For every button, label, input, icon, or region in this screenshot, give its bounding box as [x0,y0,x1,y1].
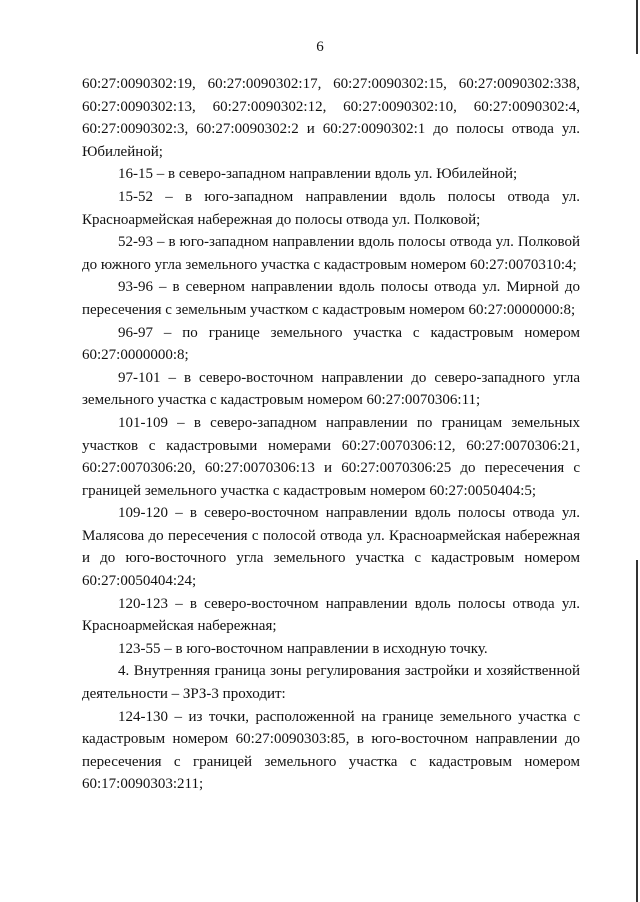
paragraph-16-15: 16-15 – в северо-западном направлении вдоль ул. Юбилейной; [118,166,518,183]
page-number: 6 [316,39,324,55]
paragraph-97-101: 97-101 – в северо-восточном направлении до северо-западного угла земельного участка с кадастровым номером 60:27:0070306:11; [82,369,580,409]
paragraph-96-97: 96-97 – по границе земельного участка с кадастровым номером 60:27:0000000:8; [82,324,580,364]
paragraph-120-123: 120-123 – в северо-восточном направлении вдоль полосы отвода ул. Красноармейская набережная; [82,595,580,635]
paragraph-124-130: 124-130 – из точки, расположенной на границе земельного участка с кадастровым номером 60:27:0090303:85, в юго-восточном направлении до пересечения с границей земельного участка с кадастровым номером 60:17:0090303:211; [82,708,580,793]
paragraph-101-109: 101-109 – в северо-западном направлении по границам земельных участков с кадастровыми номерами 60:27:0070306:12, 60:27:0070306:21, 60:27:0070306:20, 60:27:0070306:13 и 60:27:0070306:25 до пересечения с границей земельного участка с кадастровым номером 60:27:0050404:5; [82,414,580,499]
document-body [82,73,580,796]
paragraph-109-120: 109-120 – в северо-восточном направлении вдоль полосы отвода ул. Малясова до пересечения с полосой отвода ул. Красноармейская набережная и до юго-восточного угла земельного участка с кадастровым номером 60:27:0050404:24; [82,505,580,590]
paragraph-93-96: 93-96 – в северном направлении вдоль полосы отвода ул. Мирной до пересечения с земельным участком с кадастровым номером 60:27:0000000:8; [82,279,580,318]
paragraph-continuation: 60:27:0090302:19, 60:27:0090302:17, 60:27:0090302:15, 60:27:0090302:338, 60:27:0090302:13, 60:27:0090302:12, 60:27:0090302:10, 60:27:0090302:4, 60:27:0090302:3, 60:27:0090302:2 и 60:27:0090302:1 до полосы отвода ул. Юбилейной; [82,76,580,160]
paragraph-section-4: 4. Внутренняя граница зоны регулирования застройки и хозяйственной деятельности – ЗРЗ-3 проходит: [82,663,580,703]
paragraph-123-55: 123-55 – в юго-восточном направлении в исходную точку. [118,640,488,657]
paragraph-15-52: 15-52 – в юго-западном направлении вдоль полосы отвода ул. Красноармейская набережная до полосы отвода ул. Полковой; [82,188,580,228]
paragraph-52-93: 52-93 – в юго-западном направлении вдоль полосы отвода ул. Полковой до южного угла земельного участка с кадастровым номером 60:27:0070310:4; [82,234,580,273]
scan-edge-mark-bottom [636,560,638,902]
scan-edge-mark-top [636,0,638,54]
